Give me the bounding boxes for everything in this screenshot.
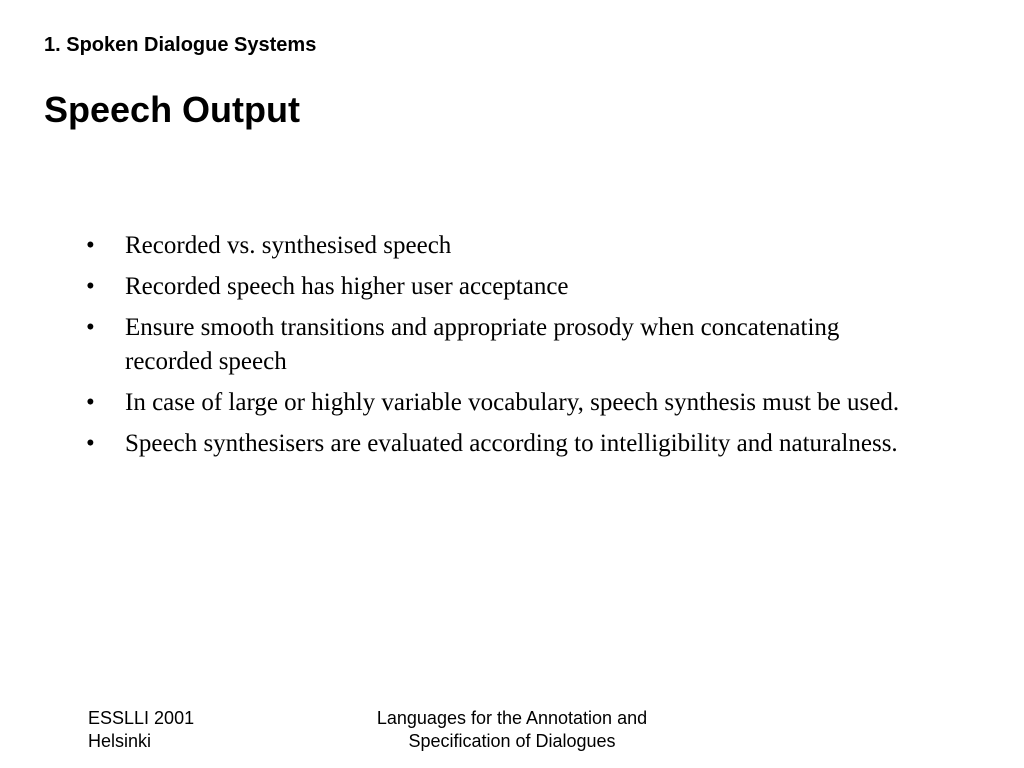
footer-course-line-2: Specification of Dialogues (408, 731, 616, 751)
bullet-marker: • (86, 273, 95, 300)
section-label: 1. Spoken Dialogue Systems (44, 34, 317, 56)
bullet-text: Ensure smooth transitions and appropriate prosody when concatenating recorded speech (125, 314, 840, 375)
footer-course-line-1: Languages for the Annotation and (376, 708, 648, 728)
bullet-item (86, 427, 916, 461)
footer-location-line: Helsinki (88, 731, 152, 751)
bullet-item (86, 386, 916, 420)
bullet-item (86, 311, 916, 379)
slide-title: Speech Output (44, 89, 301, 130)
bullet-marker: • (86, 232, 95, 259)
bullet-text: Recorded speech has higher user acceptance (125, 273, 569, 300)
bullet-item (86, 229, 916, 263)
bullet-marker: • (86, 430, 95, 457)
footer-course-title (312, 707, 712, 753)
footer-conference-line: ESSLLI 2001 (88, 708, 195, 728)
bullet-list (86, 229, 916, 468)
bullet-text: In case of large or highly variable vocabulary, speech synthesis must be used. (125, 389, 900, 416)
bullet-marker: • (86, 314, 95, 341)
bullet-text: Recorded vs. synthesised speech (125, 232, 452, 259)
bullet-text: Speech synthesisers are evaluated according to intelligibility and naturalness. (125, 430, 898, 457)
bullet-item (86, 270, 916, 304)
bullet-marker: • (86, 389, 95, 416)
footer-conference (88, 707, 194, 753)
